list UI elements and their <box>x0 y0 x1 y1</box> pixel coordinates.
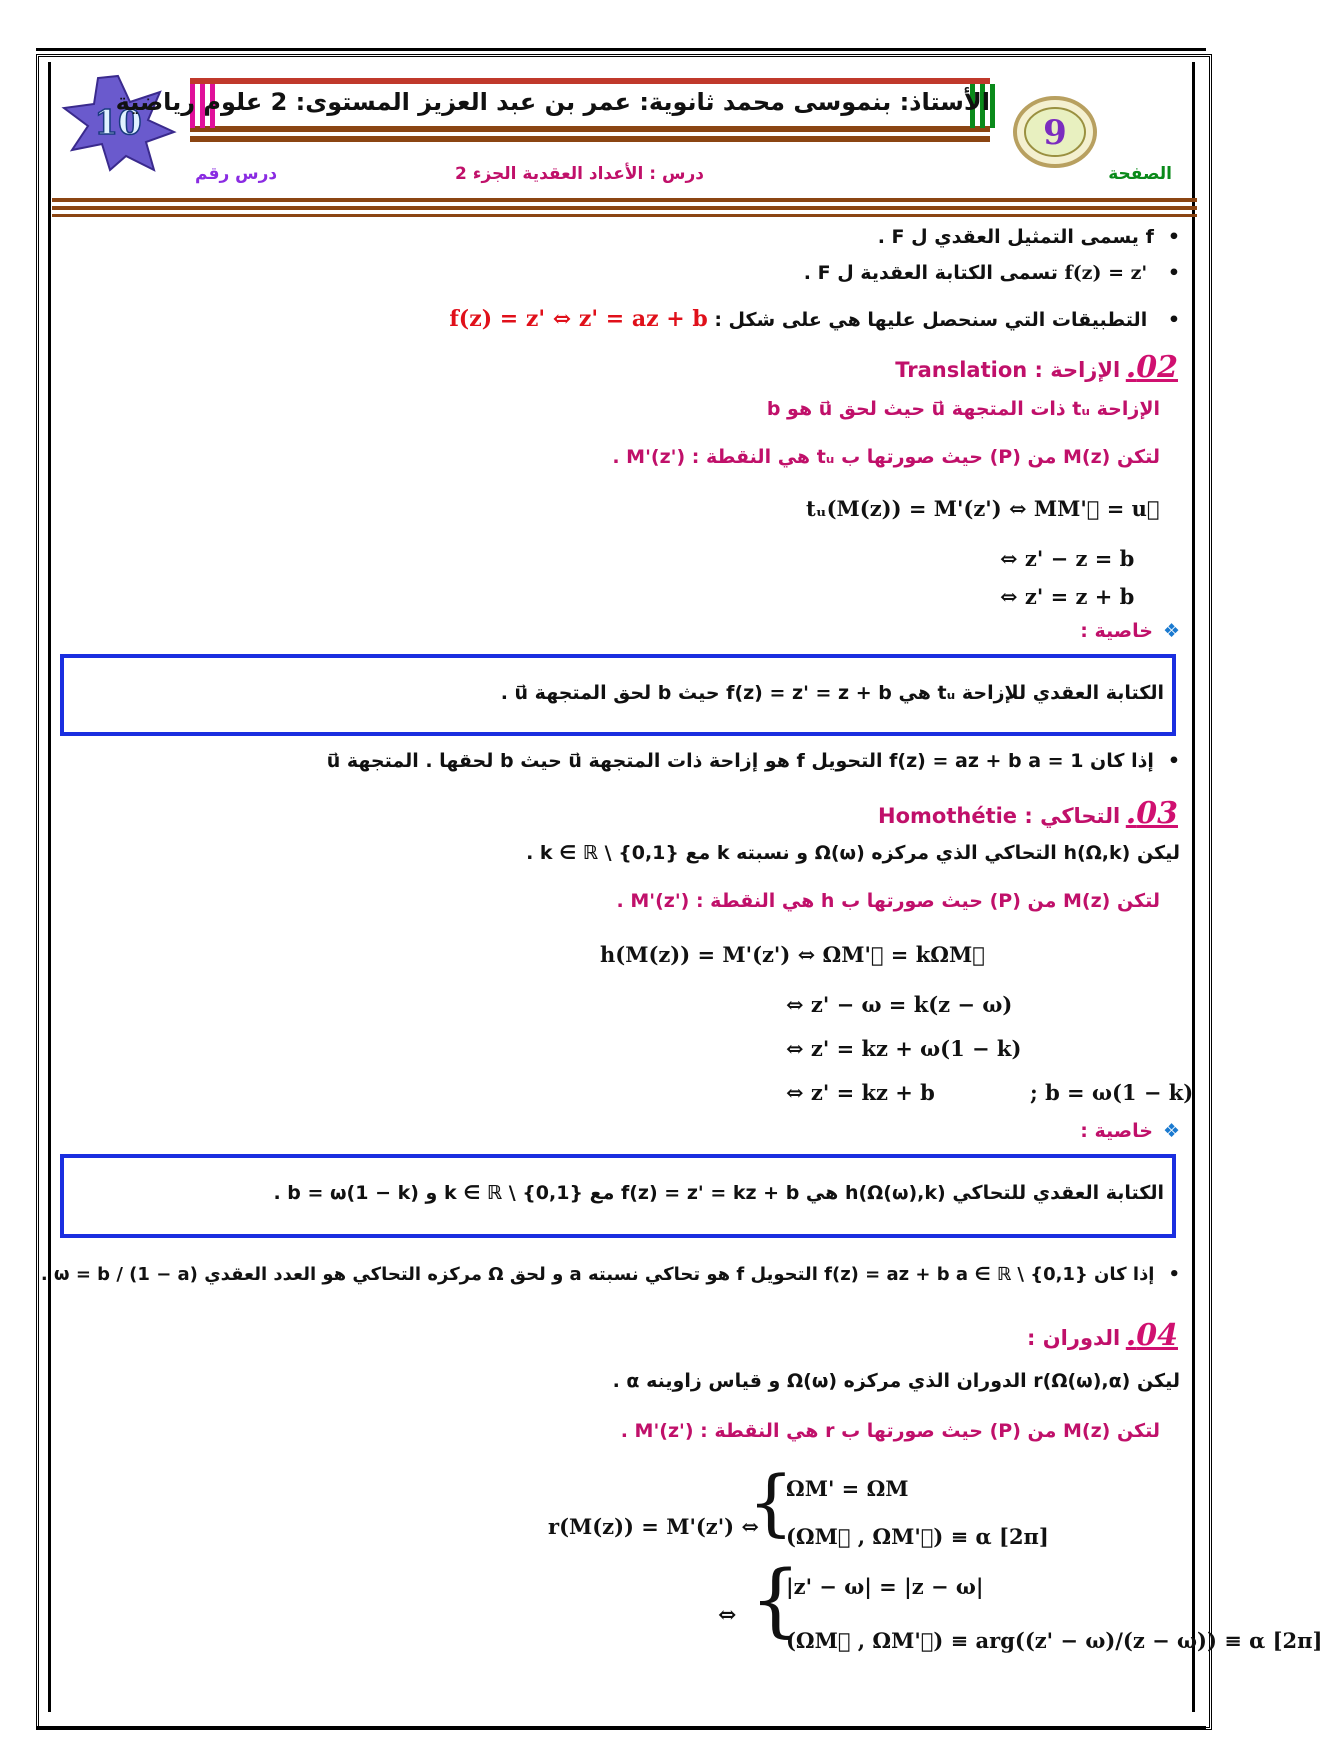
brace-icon: { <box>750 1553 801 1646</box>
section-04-definition: ليكن r(Ω(ω),α) الدوران الذي مركزه Ω(ω) و قياس زاوينه α . <box>612 1370 1180 1392</box>
intro-line-3-math: f(z) = z' ⇔ z' = az + b <box>449 306 708 332</box>
section-02-eq-1: tᵤ(M(z)) = M'(z') ⇔ MM'⃗ = u⃗ <box>806 496 1160 521</box>
section-04-let: لتكن M(z) من (P) حيث صورتها ب r هي النقطة : M'(z') . <box>620 1420 1160 1442</box>
right-inner-rule <box>1192 62 1195 1712</box>
lesson-number-label: درس رقم <box>195 164 278 184</box>
page-number-badge-icon <box>1010 92 1100 172</box>
section-02-let: لتكن M(z) من (P) حيث صورتها ب tᵤ هي النقطة : M'(z') . <box>612 446 1160 468</box>
section-02-eq-3: ⇔ z' = z + b <box>1000 584 1135 609</box>
section-02-eq-2: ⇔ z' − z = b <box>1000 546 1135 571</box>
header-title: الأستاذ: بنموسى محمد ثانوية: عمر بن عبد العزيز المستوى: 2 علوم رياضية <box>115 88 990 116</box>
section-03-let: لتكن M(z) من (P) حيث صورتها ب h هي النقطة : M'(z') . <box>616 890 1160 912</box>
header-separator <box>52 198 1197 202</box>
section-04-system-2a: |z' − ω| = |z − ω| <box>786 1574 984 1599</box>
intro-line-2-math: f(z) = z' <box>1064 262 1148 284</box>
equivalence-icon: ⇔ <box>718 1602 737 1628</box>
intro-line-1: • f يسمى التمثيل العقدي ل F . <box>878 226 1180 248</box>
section-02-property-statement: الكتابة العقدي للإزاحة tᵤ هي f(z) = z' = z + b حيث b لحق المتجهة u⃗ . <box>500 682 1164 704</box>
section-04-heading <box>1027 1318 1178 1353</box>
section-03-eq-2: ⇔ z' − ω = k(z − ω) <box>786 992 1013 1017</box>
section-03-eq-1: h(M(z)) = M'(z') ⇔ ΩM'⃗ = kΩM⃗ <box>600 942 985 967</box>
section-02-number: 02. <box>1125 350 1178 385</box>
intro-line-3-text: التطبيقات التي سنحصل عليها هي على شكل : <box>714 309 1148 331</box>
section-02-title: الإزاحة : Translation <box>895 358 1121 382</box>
header-band-top <box>190 78 990 84</box>
brace-icon: { <box>748 1460 794 1544</box>
section-02-note: • إذا كان f(z) = az + b a = 1 التحويل f هو إزاحة ذات المتجهة u⃗ حيث b لحقها . المتجهة u⃗ <box>327 750 1180 772</box>
header-band-bottom <box>190 126 990 132</box>
left-inner-rule <box>48 62 51 1712</box>
diamond-bullet-icon: ❖ <box>1162 620 1180 642</box>
section-02-definition: الإزاحة tᵤ ذات المتجهة u⃗ حيث لحق u⃗ هو b <box>766 398 1160 420</box>
intro-line-2-text: تسمى الكتابة العقدية ل F . <box>803 262 1058 284</box>
header-band-bottom-2 <box>190 136 990 142</box>
section-03-heading <box>878 796 1178 831</box>
section-04-system-1a: ΩM' = ΩM <box>786 1476 909 1501</box>
header-separator-3 <box>52 214 1197 217</box>
section-04-system-1b: (ΩM⃗ , ΩM'⃗) ≡ α [2π] <box>786 1524 1049 1549</box>
section-02-property-text: خاصية : <box>1080 620 1153 642</box>
section-03-number: 03. <box>1125 796 1178 831</box>
section-03-note: • إذا كان f(z) = az + b a ∈ ℝ \ {0,1} التحويل f هو تحاكي نسبته a و لحق Ω مركزه التحاكي هو العدد العقدي ω = b / (1 − a) . <box>41 1264 1180 1285</box>
section-03-property-box <box>60 1154 1176 1238</box>
section-02-property-label <box>1080 620 1180 642</box>
section-04-eq-lhs: r(M(z)) = M'(z') ⇔ <box>548 1514 760 1539</box>
section-03-eq-4: ⇔ z' = kz + b <box>786 1080 935 1105</box>
section-03-definition: ليكن h(Ω,k) التحاكي الذي مركزه Ω(ω) و نسبته k مع k ∈ ℝ \ {0,1} . <box>526 842 1180 864</box>
section-03-title: التحاكي : Homothétie <box>878 804 1121 828</box>
page-label: الصفحة <box>1108 164 1172 184</box>
header-separator-2 <box>52 206 1197 210</box>
star-badge-icon <box>58 72 178 172</box>
deco-bar <box>990 84 995 128</box>
section-03-eq-3: ⇔ z' = kz + ω(1 − k) <box>786 1036 1022 1061</box>
section-03-property-statement: الكتابة العقدي للتحاكي h(Ω(ω),k) هي f(z) = z' = kz + b مع k ∈ ℝ \ {0,1} و b = ω(1 − k) . <box>273 1182 1164 1204</box>
section-03-property-text: خاصية : <box>1080 1120 1153 1142</box>
section-03-eq-4b: ; b = ω(1 − k) <box>1030 1080 1194 1105</box>
section-04-title: الدوران : <box>1027 1326 1121 1350</box>
intro-line-3 <box>449 306 1180 332</box>
top-rule <box>36 48 1206 51</box>
section-02-property-box <box>60 654 1176 736</box>
section-04-system-2b: (ΩM⃗ , ΩM'⃗) ≡ arg((z' − ω)/(z − ω)) ≡ α [2π] <box>786 1628 1322 1653</box>
section-03-property-label <box>1080 1120 1180 1142</box>
lesson-number: 10 <box>94 103 142 143</box>
section-02-heading <box>895 350 1178 385</box>
diamond-bullet-icon: ❖ <box>1162 1120 1180 1142</box>
section-04-number: 04. <box>1125 1318 1178 1353</box>
intro-line-2 <box>804 262 1180 284</box>
lesson-title: درس : الأعداد العقدية الجزء 2 <box>455 164 704 184</box>
page-number: 9 <box>1043 113 1067 153</box>
